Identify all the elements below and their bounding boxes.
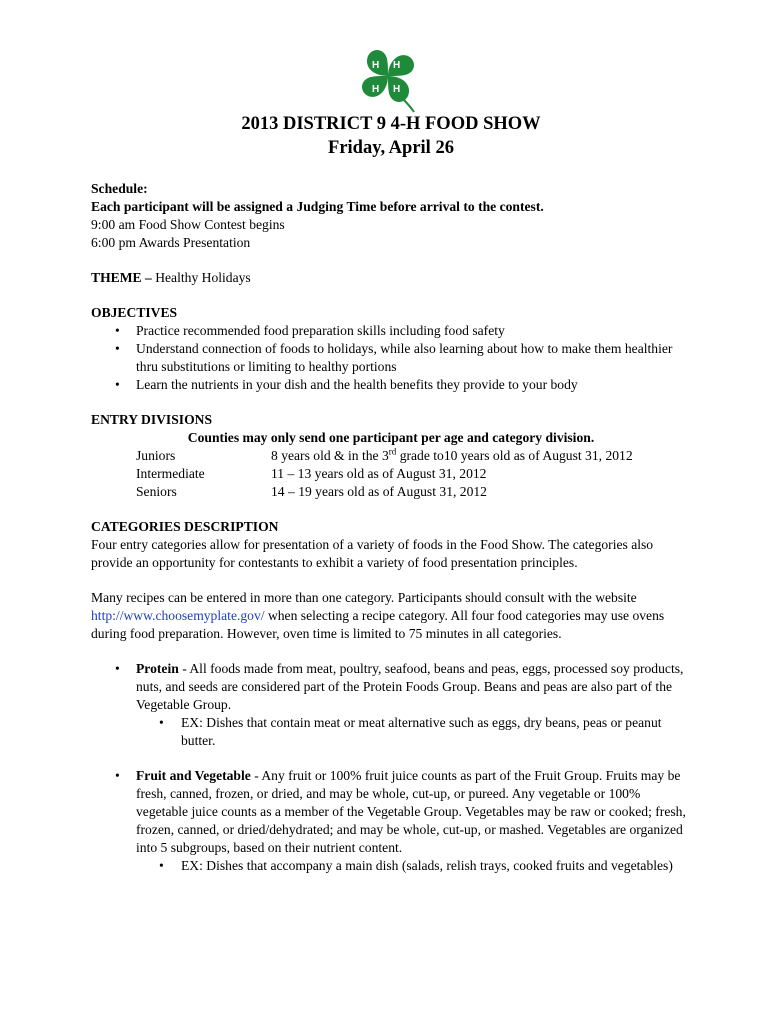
division-name: Seniors — [136, 484, 177, 499]
division-row — [91, 447, 691, 465]
schedule-item: 9:00 am Food Show Contest begins — [91, 217, 285, 232]
list-item: • EX: Dishes that contain meat or meat alternative such as eggs, dry beans, peas or peanut butter. — [91, 714, 691, 750]
list-item: • Practice recommended food preparation skills including food safety — [91, 322, 691, 340]
categories-paragraph: Many recipes can be entered in more than one category. Participants should consult with the website http://www.choosemyplate.gov/ when selecting a recipe category. All four food categories may use ovens during food preparation. However, oven time is limited to 75 minutes in all categories. — [91, 590, 665, 641]
objectives-list — [91, 322, 691, 394]
list-item: • Understand connection of foods to holidays, while also learning about how to make them healthier thru substitutions or limiting to healthy portions — [91, 340, 691, 376]
category-item-fruit-vegetable: • Fruit and Vegetable - Any fruit or 100% fruit juice counts as part of the Fruit Group. Fruits may be fresh, canned, frozen, or dried, and may be whole, cut-up, or pureed. Any vegetable or 100% vegetable juice counts as a member of the Vegetable Group. Vegetables may be raw or cooked; fresh, frozen, canned, or dried/dehydrated; and may be whole, cut-up, or mashed. Vegetables are organized into 5 subgroups, based on their nutrient content. — [91, 767, 691, 857]
division-row — [91, 483, 691, 501]
list-item: • EX: Dishes that accompany a main dish (salads, relish trays, cooked fruits and vegetables) — [91, 857, 691, 875]
category-example-list — [91, 857, 691, 875]
svg-text:H: H — [393, 84, 401, 95]
svg-text:H: H — [393, 60, 401, 71]
category-example-list — [91, 714, 691, 750]
entry-divisions-note: Counties may only send one participant per age and category division. — [187, 430, 595, 445]
division-name: Juniors — [136, 448, 176, 463]
4h-clover-logo — [352, 42, 424, 114]
schedule-item: 6:00 pm Awards Presentation — [91, 235, 251, 250]
choosemyplate-link[interactable]: http://www.choosemyplate.gov/ — [91, 608, 265, 623]
document-title: 2013 DISTRICT 9 4-H FOOD SHOW — [241, 114, 541, 134]
division-desc: 8 years old & in the 3rd grade to10 years old as of August 31, 2012 — [271, 446, 633, 463]
categories-paragraph: Four entry categories allow for presentation of a variety of foods in the Food Show. The categories also provide an opportunity for contestants to exhibit a variety of food presentation principles. — [91, 537, 654, 570]
document-subtitle: Friday, April 26 — [328, 138, 454, 158]
category-item-protein: • Protein - All foods made from meat, poultry, seafood, beans and peas, eggs, processed soy products, nuts, and seeds are considered part of the Protein Foods Group. Beans and peas are also part of the Vegetable Group. — [91, 660, 691, 714]
theme-line — [91, 269, 691, 287]
theme-label: THEME – — [91, 270, 152, 285]
list-item: • Learn the nutrients in your dish and the health benefits they provide to your body — [91, 376, 691, 394]
schedule-note: Each participant will be assigned a Judging Time before arrival to the contest. — [91, 199, 544, 214]
division-row — [91, 465, 691, 483]
division-desc: 14 – 19 years old as of August 31, 2012 — [271, 484, 487, 499]
svg-text:H: H — [372, 60, 380, 71]
theme-value: Healthy Holidays — [151, 270, 251, 285]
categories-heading: CATEGORIES DESCRIPTION — [91, 519, 279, 534]
svg-text:H: H — [372, 84, 380, 95]
category-list — [91, 660, 691, 714]
objectives-heading: OBJECTIVES — [91, 305, 178, 320]
document-body — [91, 112, 691, 875]
category-list — [91, 767, 691, 857]
division-name: Intermediate — [136, 466, 205, 481]
schedule-heading: Schedule: — [91, 181, 148, 196]
entry-divisions-heading: ENTRY DIVISIONS — [91, 412, 213, 427]
division-desc: 11 – 13 years old as of August 31, 2012 — [271, 466, 487, 481]
